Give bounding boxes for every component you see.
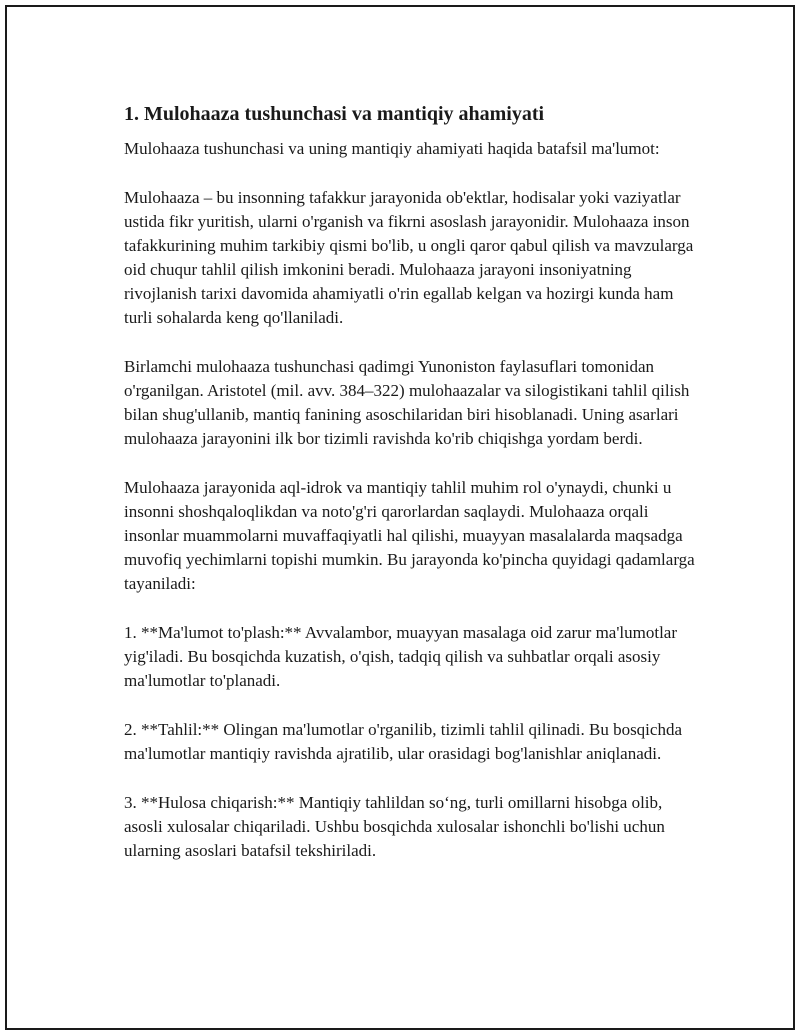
paragraph-process: Mulohaaza jarayonida aql-idrok va mantiqiy tahlil muhim rol o'ynaydi, chunki u insonni shoshqaloqlikdan va noto'g'ri qarorlardan saqlaydi. Mulohaaza orqali insonlar muammolarni muvaffaqiyatli hal qilishi, muayyan masalalarda maqsadga muvofiq yechimlarni topishi mumkin. Bu jarayonda ko'pincha quyidagi qadamlarga tayaniladi:: [124, 478, 695, 593]
paragraph-step-2: 2. **Tahlil:** Olingan ma'lumotlar o'rganilib, tizimli tahlil qilinadi. Bu bosqichda ma'lumotlar mantiqiy ravishda ajratilib, ular orasidagi bog'lanishlar aniqlanadi.: [124, 720, 682, 763]
document-body: [124, 101, 704, 888]
paragraph-step-3: 3. **Hulosa chiqarish:** Mantiqiy tahlildan so‘ng, turli omillarni hisobga olib, asosli xulosalar chiqariladi. Ushbu bosqichda xulosalar ishonchli bo'lishi uchun ularning asoslari batafsil tekshiriladi.: [124, 793, 665, 860]
page-frame: [5, 5, 795, 1030]
paragraph-intro: Mulohaaza tushunchasi va uning mantiqiy ahamiyati haqida batafsil ma'lumot:: [124, 139, 660, 158]
paragraph-step-1: 1. **Ma'lumot to'plash:** Avvalambor, muayyan masalaga oid zarur ma'lumotlar yig'iladi. Bu bosqichda kuzatish, o'qish, tadqiq qilish va suhbatlar orqali asosiy ma'lumotlar to'planadi.: [124, 623, 678, 690]
document-title: 1. Mulohaaza tushunchasi va mantiqiy ahamiyati: [124, 103, 545, 125]
paragraph-definition: Mulohaaza – bu insonning tafakkur jarayonida ob'ektlar, hodisalar yoki vaziyatlar ustida fikr yuritish, ularni o'rganish va fikrni asoslash jarayonidir. Mulohaaza inson tafakkurining muhim tarkibiy qismi bo'lib, u ongli qaror qabul qilish va mavzularga oid chuqur tahlil qilish imkonini beradi. Mulohaaza jarayoni insoniyatning rivojlanish tarixi davomida ahamiyatli o'rin egallab kelgan va hozirgi kunda ham turli sohalarda keng qo'llaniladi.: [124, 188, 694, 327]
paragraph-history: Birlamchi mulohaaza tushunchasi qadimgi Yunoniston faylasuflari tomonidan o'rganilgan. Aristotel (mil. avv. 384–322) mulohaazalar va silogistikani tahlil qilish bilan shug'ullanib, mantiq fanining asoschilaridan biri hisoblanadi. Uning asarlari mulohaaza jarayonini ilk bor tizimli ravishda ko'rib chiqishga yordam berdi.: [124, 357, 690, 448]
